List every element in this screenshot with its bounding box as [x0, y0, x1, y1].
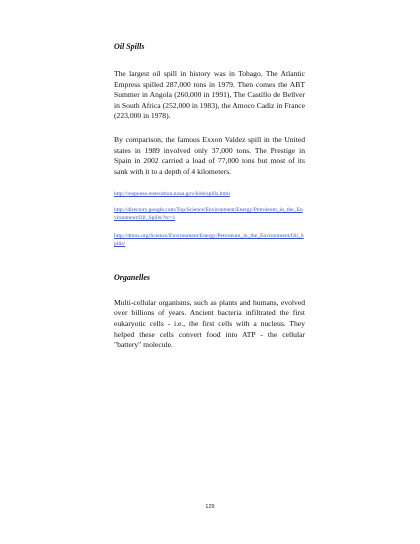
section-heading-oil-spills: Oil Spills: [114, 42, 145, 51]
link-dmoz-oil-spills[interactable]: http://dmoz.org/Science/Environment/Energy/Petroleum_in_the_Environment/Oil_Spills/: [114, 232, 304, 248]
page-content: [114, 42, 305, 364]
page-number: 129: [205, 504, 215, 510]
section-heading-organelles: Organelles: [114, 272, 150, 282]
paragraph-exxon-valdez-comparison: By comparison, the famous Exxon Valdez spill in the United states in 1989 involved only 37,000 tons. The Prestige in Spain in 2002 carried a load of 77,000 tons but most of its sank with it to a depth of 4 kilometers.: [114, 134, 305, 176]
link-google-directory-oil-spills[interactable]: http://directory.google.com/Top/Science/Environment/Energy/Petroleum_in_the_Environment/Oil_Spills/?tc=1: [114, 206, 303, 222]
paragraph-largest-oil-spills: The largest oil spill in history was in Tobago. The Atlantic Empress spilled 287,000 tons in 1979. Then comes the ABT Summer in Angola (260,000 in 1991), The Castillo de Bellver in South Africa (252,000 in 1983), the Amoco Cadiz in France (223,000 in 1978).: [114, 69, 305, 121]
paragraph-organelles: Multi-cellular organisms, such as plants and humans, evolved over billions of years. Ancient bacteria infiltrated the first eukaryotic cells - i.e., the first cells with a nucleus. They helped these cells convert food into ATP - the cellular "battery" molecule.: [114, 297, 305, 350]
link-noaa-kids-spills[interactable]: http://response.restoration.noaa.gov/kids/spills.html: [114, 191, 230, 198]
